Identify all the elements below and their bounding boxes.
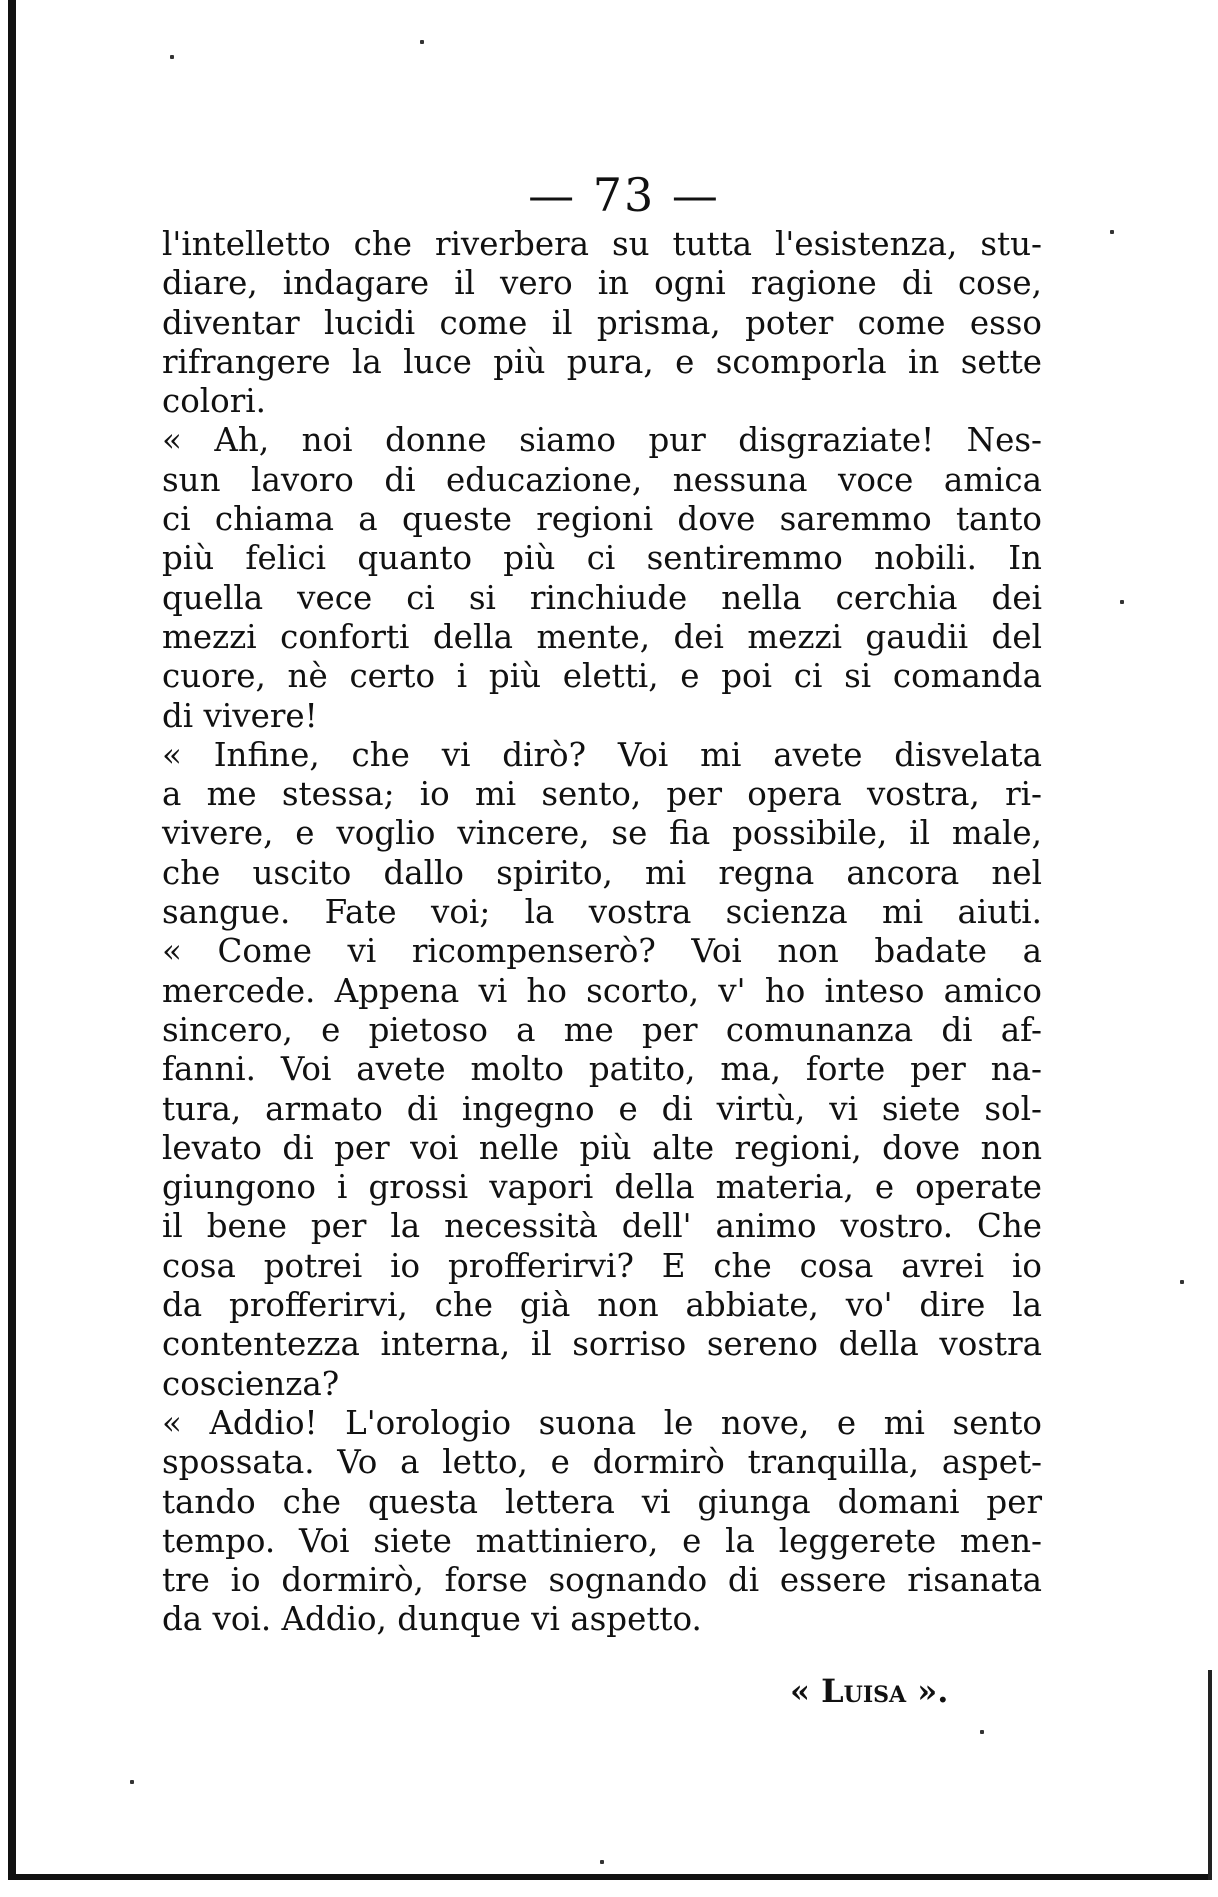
text-line: giungono i grossi vapori della materia, e operate <box>162 1168 1042 1207</box>
text-line: diventar lucidi come il prisma, poter come esso <box>162 303 1042 342</box>
text-line: contentezza interna, il sorriso sereno della vostra <box>162 1325 1042 1364</box>
scan-speck <box>170 55 174 59</box>
scan-speck <box>1180 1280 1184 1284</box>
body-text <box>162 225 1042 1640</box>
text-line: spossata. Vo a letto, e dormirò tranquilla, aspet- <box>162 1443 1042 1482</box>
page-edge-bottom <box>8 1874 1208 1880</box>
text-line: tando che questa lettera vi giunga domani per <box>162 1482 1042 1521</box>
text-line: di vivere! <box>162 696 318 735</box>
text-line: tura, armato di ingegno e di virtù, vi siete sol- <box>162 1089 1042 1128</box>
text-line: mercede. Appena vi ho scorto, v' ho inteso amico <box>162 971 1042 1010</box>
text-line: sangue. Fate voi; la vostra scienza mi aiuti. <box>162 893 1042 932</box>
text-line: ci chiama a queste regioni dove saremmo tanto <box>162 500 1042 539</box>
text-line: l'intelletto che riverbera su tutta l'esistenza, stu- <box>162 225 1042 263</box>
text-line: quella vece ci si rinchiude nella cerchia dei <box>162 578 1042 617</box>
text-line: più felici quanto più ci sentiremmo nobili. In <box>162 539 1042 578</box>
text-line: mezzi conforti della mente, dei mezzi gaudii del <box>162 617 1042 656</box>
scan-speck <box>420 40 424 44</box>
text-line: « Ah, noi donne siamo pur disgraziate! Nes- <box>162 421 1042 460</box>
text-line: da profferirvi, che già non abbiate, vo' dire la <box>162 1286 1042 1325</box>
text-line: « Infine, che vi dirò? Voi mi avete disvelata <box>162 735 1042 774</box>
text-line: tre io dormirò, forse sognando di essere risanata <box>162 1561 1042 1600</box>
scan-speck <box>600 1860 604 1864</box>
text-line: tempo. Voi siete mattiniero, e la leggerete men- <box>162 1521 1042 1560</box>
text-line: da voi. Addio, dunque vi aspetto. <box>162 1600 702 1639</box>
page-number: — 73 — <box>528 168 720 222</box>
page-edge-left <box>8 0 16 1880</box>
text-line: levato di per voi nelle più alte regioni, dove non <box>162 1128 1042 1167</box>
scan-speck <box>1120 600 1124 604</box>
scan-speck <box>130 1780 134 1784</box>
text-line: sincero, e pietoso a me per comunanza di af- <box>162 1010 1042 1049</box>
text-line: rifrangere la luce più pura, e scomporla in sette <box>162 342 1042 381</box>
text-line: a me stessa; io mi sento, per opera vostra, ri- <box>162 775 1042 814</box>
text-line: che uscito dallo spirito, mi regna ancora nel <box>162 853 1042 892</box>
text-line: « Addio! L'orologio suona le nove, e mi sento <box>162 1403 1042 1442</box>
text-line: diare, indagare il vero in ogni ragione di cose, <box>162 264 1042 303</box>
text-line: fanni. Voi avete molto patito, ma, forte per na- <box>162 1050 1042 1089</box>
scan-speck <box>980 1730 984 1734</box>
text-line: il bene per la necessità dell' animo vostro. Che <box>162 1207 1042 1246</box>
text-line: sun lavoro di educazione, nessuna voce amica <box>162 460 1042 499</box>
text-line: cuore, nè certo i più eletti, e poi ci si comanda <box>162 657 1042 696</box>
text-line: vivere, e voglio vincere, se fia possibile, il male, <box>162 814 1042 853</box>
text-line: cosa potrei io profferirvi? E che cosa avrei io <box>162 1246 1042 1285</box>
text-line: coscienza? <box>162 1364 340 1403</box>
scan-speck <box>1110 230 1114 234</box>
signature: « Luisa ». <box>790 1672 949 1710</box>
page-edge-right <box>1208 1670 1212 1880</box>
text-line: « Come vi ricompenserò? Voi non badate a <box>162 932 1042 971</box>
text-line: colori. <box>162 382 266 421</box>
